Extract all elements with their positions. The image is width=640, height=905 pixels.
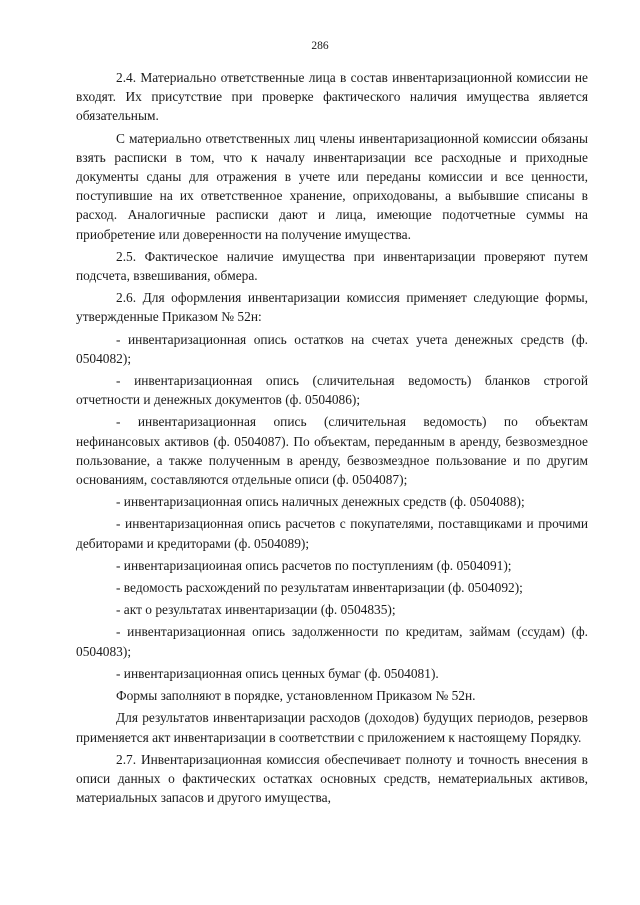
list-item-form-0504835: - акт о результатах инвентаризации (ф. 0504835); xyxy=(116,602,396,618)
paragraph-receipts: С материально ответственных лиц члены инвентаризационной комиссии обязаны взять расписки в том, что к началу инвентаризации все расходные и приходные документы сданы для отражения в учете или переданы комиссии и все ценности, поступившие на их ответственное хранение, оприходованы, а выбывшие списаны в расход. Аналогичные расписки дают и лица, имеющие подотчетные суммы на приобретение или доверенности на получение имущества. xyxy=(76,130,588,242)
paragraph-2-4: 2.4. Материально ответственные лица в состав инвентаризационной комиссии не входят. Их присутствие при проверке фактического наличия имущества является обязательным. xyxy=(76,70,588,124)
list-item-form-0504089: - инвентаризационная опись расчетов с покупателями, поставщиками и прочими дебиторами и кредиторами (ф. 0504089); xyxy=(76,516,588,551)
paragraph-future-periods: Для результатов инвентаризации расходов (доходов) будущих периодов, резервов применяется акт инвентаризации в соответствии с приложением к настоящему Порядку. xyxy=(76,710,588,745)
list-item-form-0504092: - ведомость расхождений по результатам инвентаризации (ф. 0504092); xyxy=(116,580,523,596)
document-body xyxy=(76,68,588,810)
paragraph-2-5: 2.5. Фактическое наличие имущества при инвентаризации проверяют путем подсчета, взвешивания, обмера. xyxy=(76,248,588,284)
list-item-form-0504082: - инвентаризационная опись остатков на счетах учета денежных средств (ф. 0504082); xyxy=(76,331,588,366)
paragraph-forms-filling: Формы заполняют в порядке, установленном Приказом № 52н. xyxy=(116,688,476,704)
page-number: 286 xyxy=(311,40,329,52)
list-item-form-0504083: - инвентаризационная опись задолженности по кредитам, займам (ссудам) (ф. 0504083); xyxy=(76,624,588,659)
paragraph-2-6: 2.6. Для оформления инвентаризации комиссия применяет следующие формы, утвержденные Приказом № 52н: xyxy=(76,290,588,325)
list-item-form-0504081: - инвентаризационная опись ценных бумаг (ф. 0504081). xyxy=(116,665,439,681)
list-item-form-0504091: - инвентаризациоиная опись расчетов по поступлениям (ф. 0504091); xyxy=(116,557,512,573)
list-item-form-0504088: - инвентаризационная опись наличных денежных средств (ф. 0504088); xyxy=(116,494,525,510)
paragraph-2-7: 2.7. Инвентаризационная комиссия обеспечивает полноту и точность внесения в описи данных о фактических остатках основных средств, нематериальных активов, материальных запасов и другого имущества, xyxy=(76,751,588,806)
list-item-form-0504087: - инвентаризационная опись (сличительная ведомость) по объектам нефинансовых активов (ф. 0504087). По объектам, переданным в аренду, безвозмездное пользование, а также полученным в аренду, безвозмездное пользование и по другим основаниям, составляются отдельные описи (ф. 0504087); xyxy=(76,414,588,488)
list-item-form-0504086: - инвентаризационная опись (сличительная ведомость) бланков строгой отчетности и денежных документов (ф. 0504086); xyxy=(76,373,588,408)
